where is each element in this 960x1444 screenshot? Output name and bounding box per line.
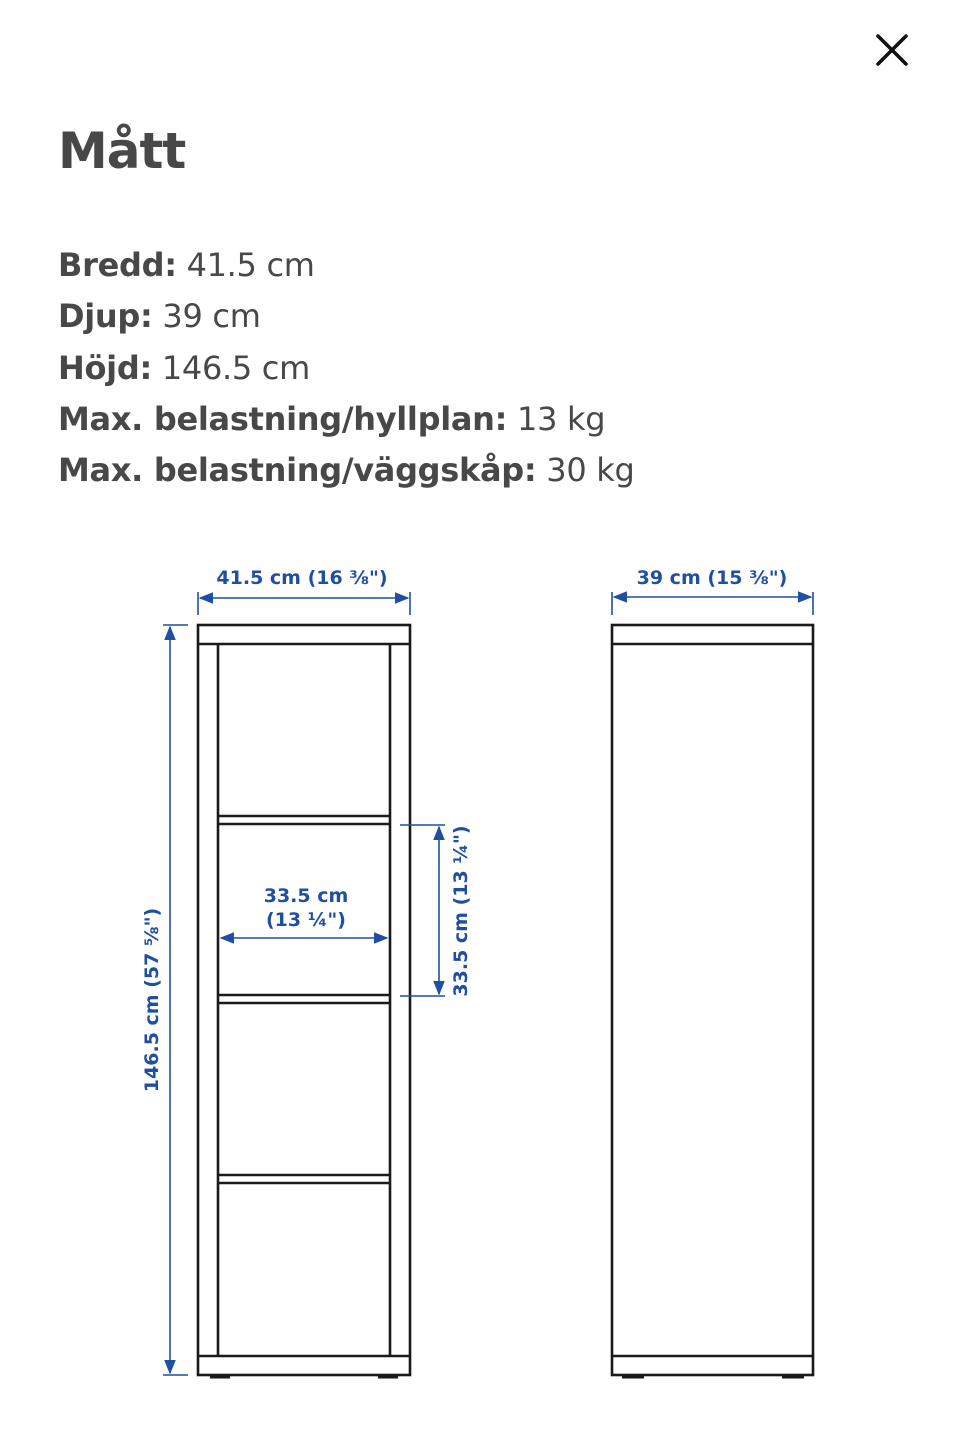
inner-width-label-line1: 33.5 cm [263,885,349,907]
spec-label: Max. belastning/hyllplan: [58,399,508,438]
spec-value: 146.5 cm [161,348,310,387]
front-height-dimension [163,625,188,1375]
page-title: Mått [58,122,186,180]
inner-height-label: 33.5 cm (13 ¼") [450,825,472,997]
side-depth-dimension [612,592,813,615]
spec-value: 41.5 cm [186,246,315,284]
spec-value: 13 kg [517,399,606,438]
front-width-dimension [198,592,410,615]
front-width-label: 41.5 cm (16 ⅜") [216,567,388,589]
spec-label: Höjd: [58,348,152,387]
front-view [198,625,410,1377]
spec-value: 30 kg [546,451,635,490]
side-depth-label: 39 cm (15 ⅜") [636,567,788,589]
front-height-label: 146.5 cm (57 ⅝") [141,907,163,1093]
spec-label: Djup: [58,297,153,336]
spec-value: 39 cm [162,297,261,336]
inner-width-label-line2: (13 ¼") [266,909,346,931]
side-view [612,625,813,1377]
spec-label: Max. belastning/väggskåp: [58,451,537,490]
spec-label: Bredd: [58,246,177,284]
